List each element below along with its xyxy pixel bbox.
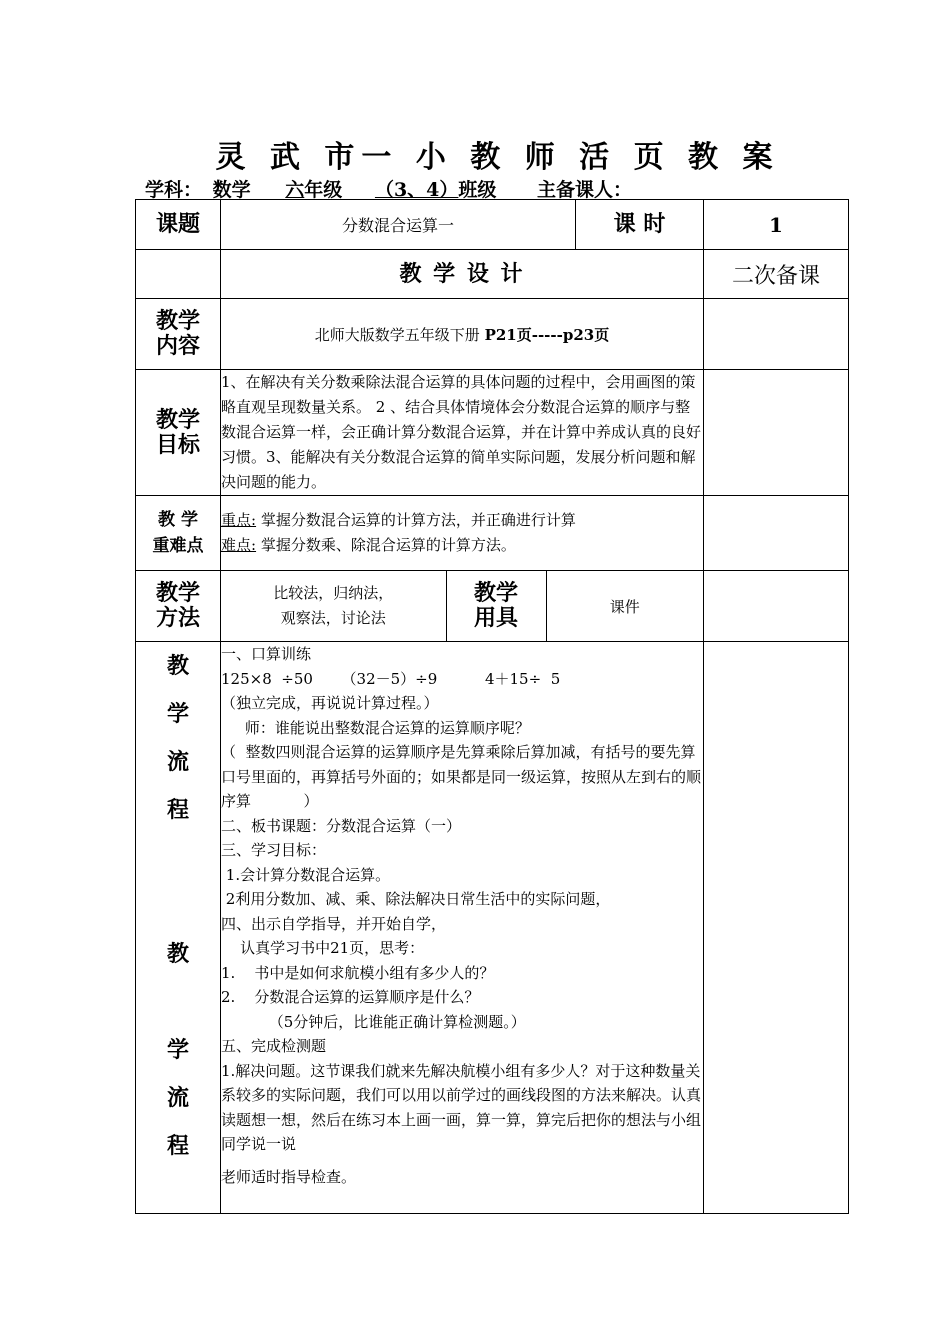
flow-label-char: 教	[166, 653, 189, 679]
flow-line: 三、学习目标：	[221, 841, 327, 859]
flow-line: （ 整数四则混合运算的运算顺序是先算乘除后算加减，有括号的要先算口号里面的，再算括号外面的；如果都是同一级运算，按照从左到右的顺序算 ）	[221, 743, 702, 810]
flow-label-char	[136, 834, 220, 882]
keypoints-label: 教 学 重难点	[136, 496, 221, 571]
row-design	[136, 250, 849, 299]
flow-line: 1. 书中是如何求航模小组有多少人的？	[221, 963, 495, 982]
row-content	[136, 299, 849, 370]
flow-line: 二、板书课题：分数混合运算（一）	[221, 816, 462, 835]
topic-value: 分数混合运算一	[221, 200, 576, 250]
row-keypoints	[136, 496, 849, 571]
content-label: 教学内容	[136, 299, 221, 370]
second-prep-method	[704, 571, 849, 642]
period-label: 课 时	[576, 200, 704, 250]
flow-label-char: 流	[166, 1085, 189, 1111]
flow-line: 五、完成检测题	[221, 1037, 327, 1055]
difficult-text: 掌握分数乘、除混合运算的计算方法。	[256, 536, 516, 554]
class-value: （3、4）	[374, 179, 459, 201]
goals-text: 1、在解决有关分数乘除法混合运算的具体问题的过程中，会用画图的策略直观呈现数量关系。 2 、结合具体情境体会分数混合运算的顺序与整数混合运算一样，会正确计算分数混合运算，并在计算中养成认真的良好习惯。3、能解决有关分数混合运算的简单实际问题，发展分析问题和解决问题的能力。	[221, 370, 704, 496]
flow-line: （5分钟后，比谁能正确计算检测题。）	[221, 1012, 526, 1031]
flow-label-char: 流	[166, 749, 189, 775]
flow-line: 2利用分数加、减、乘、除法解决日常生活中的实际问题，	[221, 890, 611, 908]
second-prep-goals	[704, 370, 849, 496]
row-goals	[136, 370, 849, 496]
second-prep-content	[704, 299, 849, 370]
tools-value: 课件	[546, 571, 703, 641]
flow-label-char: 程	[166, 797, 189, 823]
flow-line: 一、口算训练	[221, 645, 312, 663]
period-value: 1	[704, 200, 849, 250]
difficult-label: 难点:	[221, 536, 257, 554]
flow-line: 1.会计算分数混合运算。	[221, 865, 391, 884]
row-flow	[136, 642, 849, 1214]
subject-label: 学科：	[145, 179, 203, 201]
keypoints-text	[221, 496, 704, 571]
flow-label-char: 学	[166, 1037, 189, 1063]
flow-line: 四、出示自学指导，并开始自学，	[221, 914, 447, 933]
row-method	[136, 571, 849, 642]
header-line	[145, 175, 632, 202]
flow-label-char	[136, 978, 220, 1026]
flow-label	[136, 642, 221, 1214]
tools-label: 教学用具	[446, 571, 546, 641]
method-label: 教学方法	[136, 571, 221, 642]
topic-label: 课题	[136, 200, 221, 250]
grade-prefix: 六	[285, 179, 305, 201]
goals-label: 教学目标	[136, 370, 221, 496]
class-suffix: 班级	[458, 179, 497, 201]
grade-suffix: 年级	[304, 179, 343, 201]
content-prefix: 北师大版数学五年级下册	[314, 325, 485, 344]
second-prep-label: 二次备课	[704, 250, 849, 299]
design-label: 教 学 设 计	[221, 250, 704, 299]
flow-line: 125×8 ÷50 （32－5）÷9 4＋15÷ 5	[221, 669, 561, 688]
second-prep-flow	[704, 642, 849, 1214]
second-prep-keypoints	[704, 496, 849, 571]
lesson-plan-table	[135, 199, 849, 1214]
flow-label-char: 学	[166, 701, 189, 727]
empty-cell	[136, 250, 221, 299]
flow-line: 老师适时指导检查。	[221, 1167, 357, 1186]
flow-label-char	[136, 882, 220, 930]
method-tools-cell	[221, 571, 704, 642]
key-text: 掌握分数混合运算的计算方法，并正确进行计算	[256, 511, 576, 529]
flow-line: 师：谁能说出整数混合运算的运算顺序呢？	[221, 718, 530, 737]
flow-line: 1.解决问题。这节课我们就来先解决航模小组有多少人？对于这种数量关系较多的实际问题，我们可以用以前学过的画线段图的方法来解决。认真读题想一想，然后在练习本上画一画，算一算，算完后把你的想法与小组同学说一说	[221, 1061, 702, 1153]
flow-line: 认真学习书中21页，思考：	[221, 939, 425, 957]
flow-line: （独立完成，再说说计算过程。）	[221, 694, 439, 712]
flow-text	[221, 642, 704, 1214]
method-text: 比较法，归纳法， 观察法，讨论法	[273, 584, 394, 627]
flow-label-char: 程	[166, 1133, 189, 1159]
preparer-label: 主备课人：	[537, 179, 633, 201]
row-topic	[136, 200, 849, 250]
flow-label-char: 教	[166, 941, 189, 967]
flow-line: 2. 分数混合运算的运算顺序是什么？	[221, 988, 480, 1006]
subject-value: 数学	[212, 179, 251, 201]
content-value	[221, 299, 704, 370]
key-label: 重点:	[221, 511, 257, 529]
content-pages: P21页-----p23页	[484, 325, 610, 344]
document-title: 灵 武 市一 小 教 师 活 页 教 案	[215, 140, 780, 175]
